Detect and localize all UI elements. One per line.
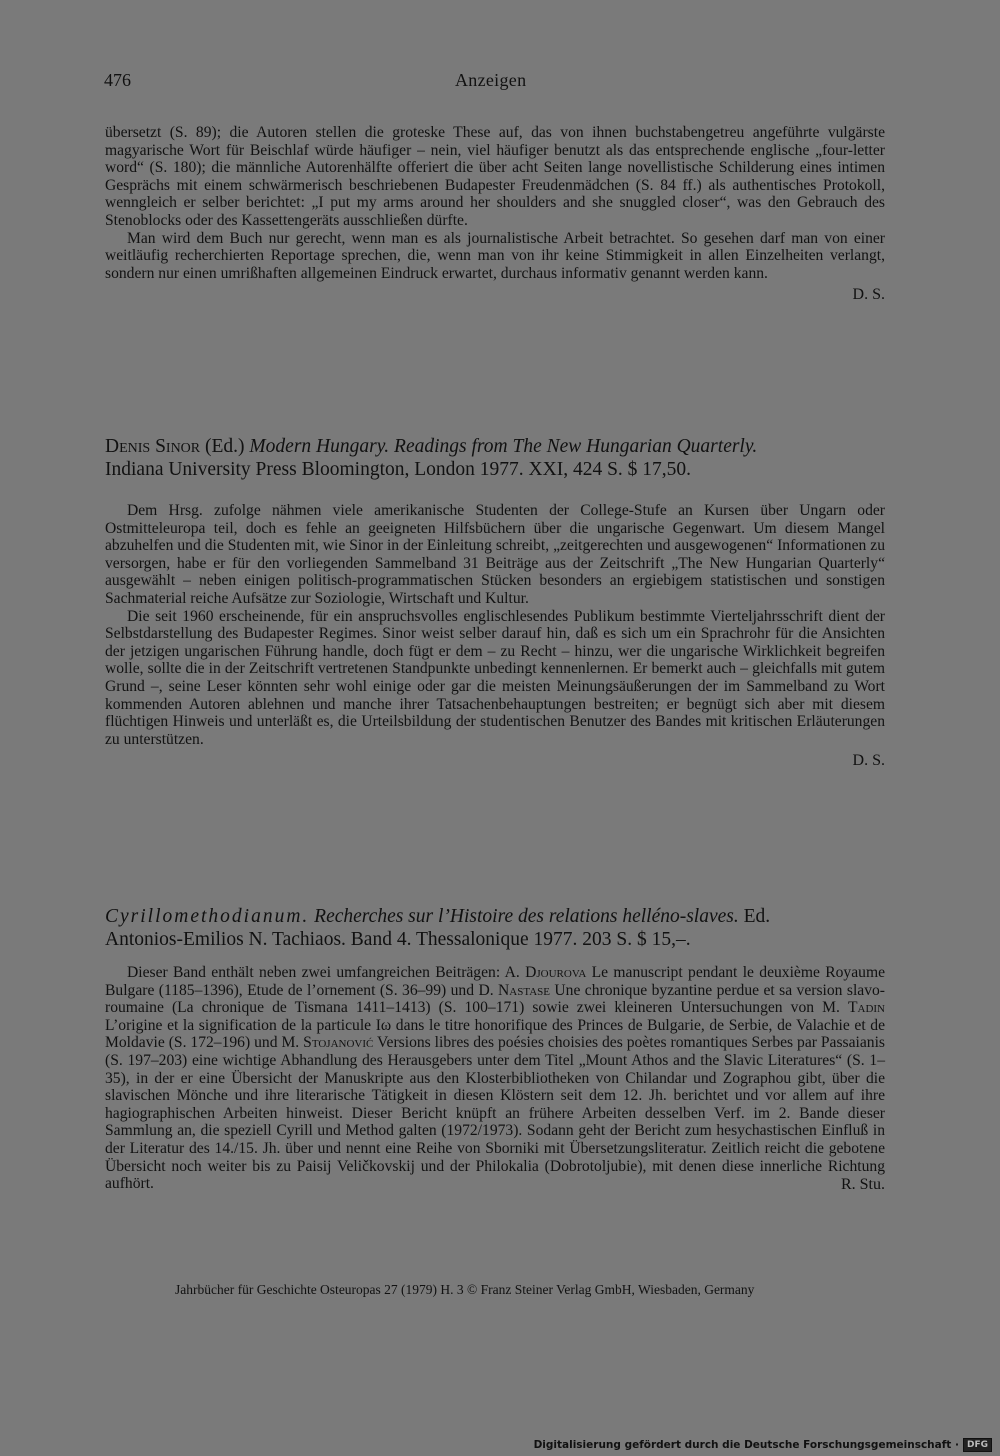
- review2-signature: D. S.: [852, 752, 885, 770]
- review1-signature: D. S.: [852, 286, 885, 304]
- review3-editor-label: Ed.: [738, 906, 771, 927]
- review2-editor-note: (Ed.): [200, 436, 250, 457]
- review3-title-rest: Recherches sur l’Histoire des relations helléno-slaves.: [309, 906, 739, 927]
- journal-footer: Jahrbücher für Geschichte Osteuropas 27 (1979) H. 3 © Franz Steiner Verlag GmbH, Wiesbaden, Germany: [175, 1282, 755, 1297]
- page-number: 476: [104, 70, 131, 90]
- running-title: Anzeigen: [455, 70, 527, 90]
- review2-heading: [105, 435, 890, 481]
- review3-text-5: Versions libres des poésies choisies des poètes romantiques Serbes par Passaianis (S. 197–203) eine wichtige Abhandlung des Herausgebers unter dem Titel „Mount Athos and the Slavic Literatures“ (S. 1–35), in der er eine Übersicht der Manuskripte aus den Klosterbibliotheken von Chilandar und Zographou gibt, über die slavischen Mönche und ihre literarische Tätigkeit in diesen Klöstern seit dem 12. Jh. berichtet und vor allem auf ihre hagiographischen Arbeiten hinweist. Dieser Bericht knüpft an frühere Arbeiten desselben Verf. im 2. Bande dieser Sammlung an, die speziell Cyrill und Method galten (1972/1973). Sodann geht der Bericht zum hesychastischen Einfluß in der Literatur des 14./15. Jh. über und nennt eine Reihe von Sborniki mit Übersetzungsliteratur. Zeitlich reicht die gebotene Übersicht noch weiter bis zu Paisij Veličkovskij und der Philokalia (Dobrotoljubie), mit denen diese innerliche Richtung aufhört.: [105, 1034, 885, 1193]
- review2-body: [105, 502, 885, 770]
- review2-paragraph-2: Die seit 1960 erscheinende, für ein anspruchsvolles englischlesendes Publikum bestimmte Vierteljahrsschrift dient der Selbstdarstellung des Budapester Regimes. Sinor weist selber darauf hin, daß es sich um ein Sprachrohr für die Ansichten der jetzigen ungarischen Führung handle, doch fügt er dem – zu Recht – hinzu, wer die ungarische Wirklichkeit begreifen wolle, sollte die in der Zeitschrift vertretenen Standpunkte unbedingt kennenlernen. Er bemerkt auch – gleichfalls mit gutem Grund –, seine Leser könnten sehr wohl einige oder gar die meisten Meinungsäußerungen der im Sammelband zu Wort kommenden Autoren ablehnen und manche ihrer Tatsachenbehauptungen bestreiten; er begnügt sich aber mit diesem flüchtigen Hinweis und unterläßt es, die Urteilsbildung der studentischen Benutzer des Bandes mit kritischen Erläuterungen zu unterstützen.: [105, 607, 885, 748]
- dfg-logo: DFG: [963, 1438, 992, 1452]
- review3-title-main: Cyrillomethodianum.: [105, 906, 310, 927]
- review3-text-3: Une chronique byzantine perdue et sa version slavo-roumaine (La chronique de Tismana 1411–1413) (S. 100–171) sowie zwei kleineren Untersuchungen von M.: [105, 981, 885, 1017]
- review3-author-stojanovic: Stojanović: [303, 1034, 374, 1052]
- review3-text-4: L’origine et la signification de la particule Iω dans le titre honorifique des Princes de Bulgarie, de Serbie, de Valachie et de Moldavie (S. 172–196) und M.: [105, 1016, 885, 1052]
- review3-author-nastase: Nastase: [498, 981, 550, 999]
- review2-title: Modern Hungary. Readings from The New Hungarian Quarterly.: [249, 436, 758, 457]
- review3-imprint: Antonios-Emilios N. Tachiaos. Band 4. Thessalonique 1977. 203 S. $ 15,–.: [105, 929, 691, 950]
- review3-heading: [105, 905, 890, 951]
- review-continued: [105, 124, 885, 304]
- review3-author-tadin: Tadin: [847, 999, 885, 1017]
- review3-text-1: Dieser Band enthält neben zwei umfangreichen Beiträgen: A.: [127, 964, 526, 981]
- dfg-bar: [534, 1438, 992, 1452]
- review2-imprint: Indiana University Press Bloomington, London 1977. XXI, 424 S. $ 17,50.: [105, 459, 692, 480]
- review2-author: Denis Sinor: [105, 436, 201, 457]
- review2-paragraph-1: Dem Hrsg. zufolge nähmen viele amerikanische Studenten der College-Stufe an Kursen über Ungarn oder Ostmitteleuropa teil, doch es fehle an geeigneten Hilfsbüchern über die ungarische Gegenwart. Um diesem Mangel abzuhelfen und die Studenten mit, wie Sinor in der Einleitung schreibt, „zeitgerechten und ausgewogenen“ Informationen zu versorgen, habe er für den vorliegenden Sammelband 31 Beiträge aus der Zeitschrift „The New Hungarian Quarterly“ ausgewählt – neben einigen politisch-programmatischen Stücken besonders an ergiebigem statistischen und sonstigen Sachmaterial reiche Aufsätze zur Soziologie, Wirtschaft und Kultur.: [105, 502, 885, 607]
- review3-body: [105, 964, 885, 1193]
- review1-paragraph-1: übersetzt (S. 89); die Autoren stellen die groteske These auf, das von ihnen buchstabengetreu angeführte vulgärste magyarische Wort für Beischlaf würde häufiger – nein, viel häufiger benutzt als das entsprechende englische „four-letter word“ (S. 180); die männliche Autorenhälfte offeriert die über acht Seiten lange novellistische Schilderung eines intimen Gesprächs mit einem schwärmerisch beschriebenen Budapester Freudenmädchen (S. 84 ff.) als authentisches Protokoll, wenngleich er selber berichtet: „I put my arms around her shoulders and she snuggled closer“, was den Gebrauch des Stenoblocks oder des Kassettengeräts ausschließen dürfte.: [105, 124, 885, 229]
- dfg-text: Digitalisierung gefördert durch die Deutsche Forschungsgemeinschaft ·: [533, 1439, 959, 1451]
- review1-paragraph-2: Man wird dem Buch nur gerecht, wenn man es als journalistische Arbeit betrachtet. So gesehen darf man von einer weitläufig recherchierten Reportage sprechen, die, wenn man von ihr keine Stimmigkeit in allen Einzelheiten verlangt, sondern nur einen umrißhaften allgemeinen Eindruck erwartet, durchaus informativ genannt werden kann.: [105, 229, 885, 282]
- review3-signature: R. Stu.: [840, 1175, 885, 1193]
- review3-text-2: Le manuscript pendant le deuxième Royaume Bulgare (1185–1396), Etude de l’ornement (S. 36–99) und D.: [105, 964, 885, 999]
- review3-paragraph: [105, 964, 885, 1193]
- review3-author-djourova: Djourova: [525, 964, 587, 981]
